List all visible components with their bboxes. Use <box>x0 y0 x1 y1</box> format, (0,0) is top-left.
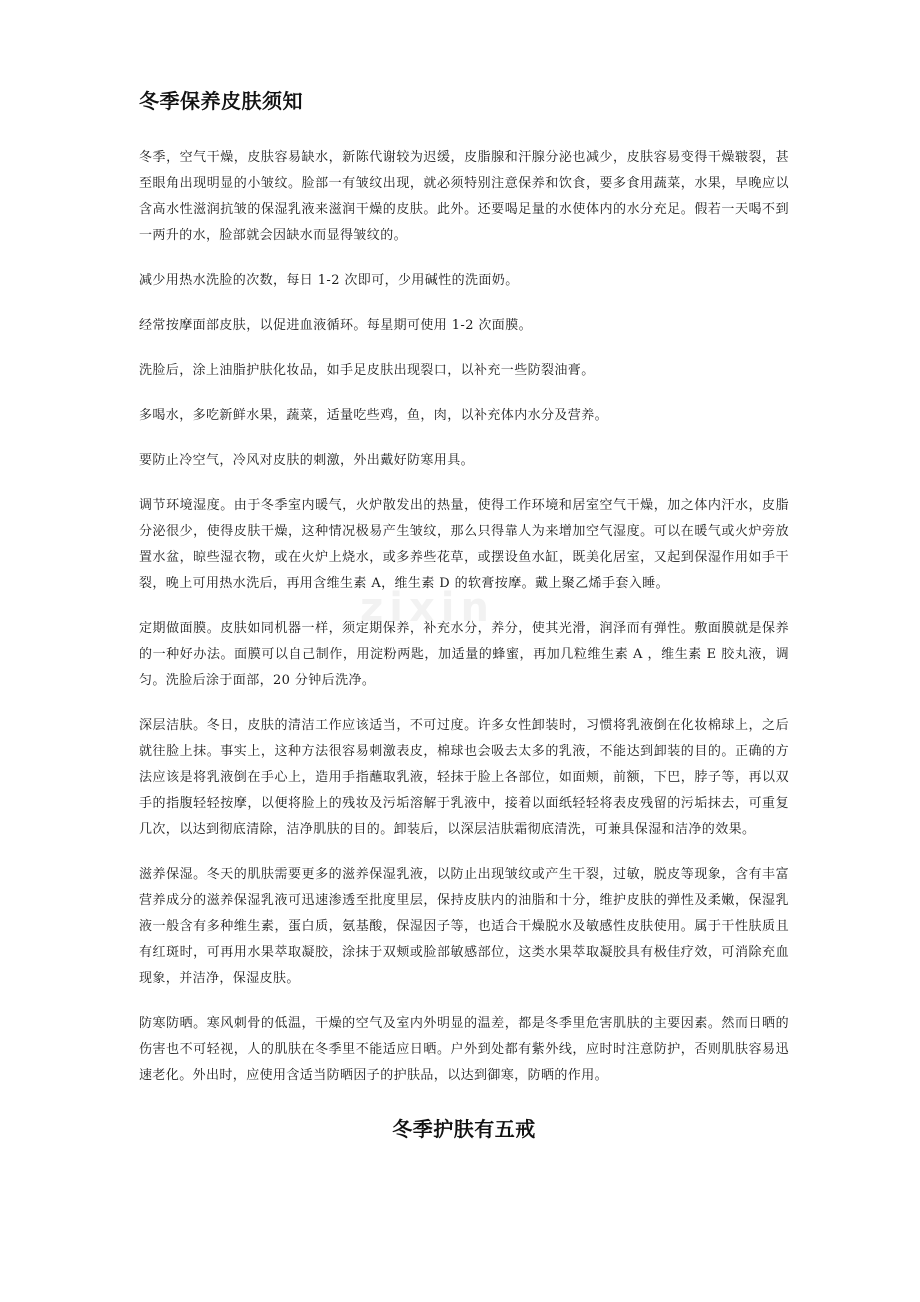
paragraph-massage: 经常按摩面部皮肤，以促进血液循环。每星期可使用 1-2 次面膜。 <box>139 318 532 333</box>
paragraph-hot-water: 减少用热水洗脸的次数，每日 1-2 次即可，少用碱性的洗面奶。 <box>139 273 519 288</box>
paragraph-after-wash: 洗脸后，涂上油脂护肤化妆品，如手足皮肤出现裂口，以补充一些防裂油膏。 <box>139 363 595 378</box>
document-title: 冬季保养皮肤须知 <box>139 89 303 113</box>
paragraph-deep-cleanse: 深层洁肤。冬日，皮肤的清洁工作应该适当，不可过度。许多女性卸装时，习惯将乳液倒在化妆棉球上，之后就往脸上抹。事实上，这种方法很容易刺激表皮，棉球也会吸去太多的乳液，不能达到卸装的目的。正确的方法应该是将乳液倒在手心上，造用手指蘸取乳液，轻抹于脸上各部位，如面颊，前额，下巴，脖子等，再以双手的指腹轻轻按摩，以便将脸上的残妆及污垢溶解于乳液中，接着以面纸轻轻将表皮残留的污垢抹去，可重复几次，以达到彻底清除，洁净肌肤的目的。卸装后，以深层洁肤霜彻底清洗，可兼具保湿和洁净的效果。 <box>139 718 789 837</box>
paragraph-sun-cold-protection: 防寒防晒。寒风刺骨的低温，干燥的空气及室内外明显的温差，都是冬季里危害肌肤的主要因素。然而日晒的伤害也不可轻视，人的肌肤在冬季里不能适应日晒。户外到处都有紫外线，应时时注意防护，否则肌肤容易迅速老化。外出时，应使用含适当防晒因子的护肤品，以达到御寒，防晒的作用。 <box>139 1016 789 1083</box>
watermark-text: zixin <box>360 585 495 631</box>
document-body <box>139 80 789 1143</box>
paragraph-diet: 多喝水，多吃新鲜水果，蔬菜，适量吃些鸡，鱼，肉，以补充体内水分及营养。 <box>139 408 609 423</box>
paragraph-face-mask: 定期做面膜。皮肤如同机器一样，须定期保养，补充水分，养分，使其光滑，润泽而有弹性。敷面膜就是保养的一种好办法。面膜可以自己制作，用淀粉两匙，加适量的蜂蜜，再加几粒维生素 A ，维生素 E 胶丸液，调匀。洗脸后涂于面部，20 分钟后洗净。 <box>139 621 789 688</box>
paragraph-moisturize: 滋养保湿。冬天的肌肤需要更多的滋养保湿乳液，以防止出现皱纹或产生干裂，过敏，脱皮等现象，含有丰富营养成分的滋养保湿乳液可迅速渗透至批度里层，保持皮肤内的油脂和十分，维护皮肤的弹性及柔嫩，保湿乳液一般含有多种维生素，蛋白质，氨基酸，保湿因子等，也适合干燥脱水及敏感性皮肤使用。属于干性肤质且有红斑时，可再用水果萃取凝胶，涂抹于双颊或脸部敏感部位，这类水果萃取凝胶具有极佳疗效，可消除充血现象，并洁净，保湿皮肤。 <box>139 867 789 986</box>
paragraph-humidity: 调节环境湿度。由于冬季室内暖气，火炉散发出的热量，使得工作环境和居室空气干燥，加之体内汗水，皮脂分泌很少，使得皮肤干燥，这种情况极易产生皱纹，那么只得靠人为来增加空气湿度。可以在暖气或火炉旁放置水盆，晾些湿衣物，或在火炉上烧水，或多养些花草，或摆设鱼水缸，既美化居室，又起到保湿作用如手干裂，晚上可用热水洗后，再用含维生素 A，维生素 D 的软膏按摩。戴上聚乙烯手套入睡。 <box>139 498 789 591</box>
paragraph-intro: 冬季，空气干燥，皮肤容易缺水，新陈代谢较为迟缓，皮脂腺和汗腺分泌也减少，皮肤容易变得干燥皲裂，甚至眼角出现明显的小皱纹。脸部一有皱纹出现，就必须特别注意保养和饮食，要多食用蔬菜，水果，早晚应以含高水性滋润抗皱的保湿乳液来滋润干燥的皮肤。此外。还要喝足量的水使体内的水分充足。假若一天喝不到一两升的水，脸部就会因缺水而显得皱纹的。 <box>139 150 789 243</box>
paragraph-cold-air: 要防止冷空气，冷风对皮肤的刺激，外出戴好防寒用具。 <box>139 453 475 468</box>
section-title: 冬季护肤有五戒 <box>392 1117 536 1141</box>
